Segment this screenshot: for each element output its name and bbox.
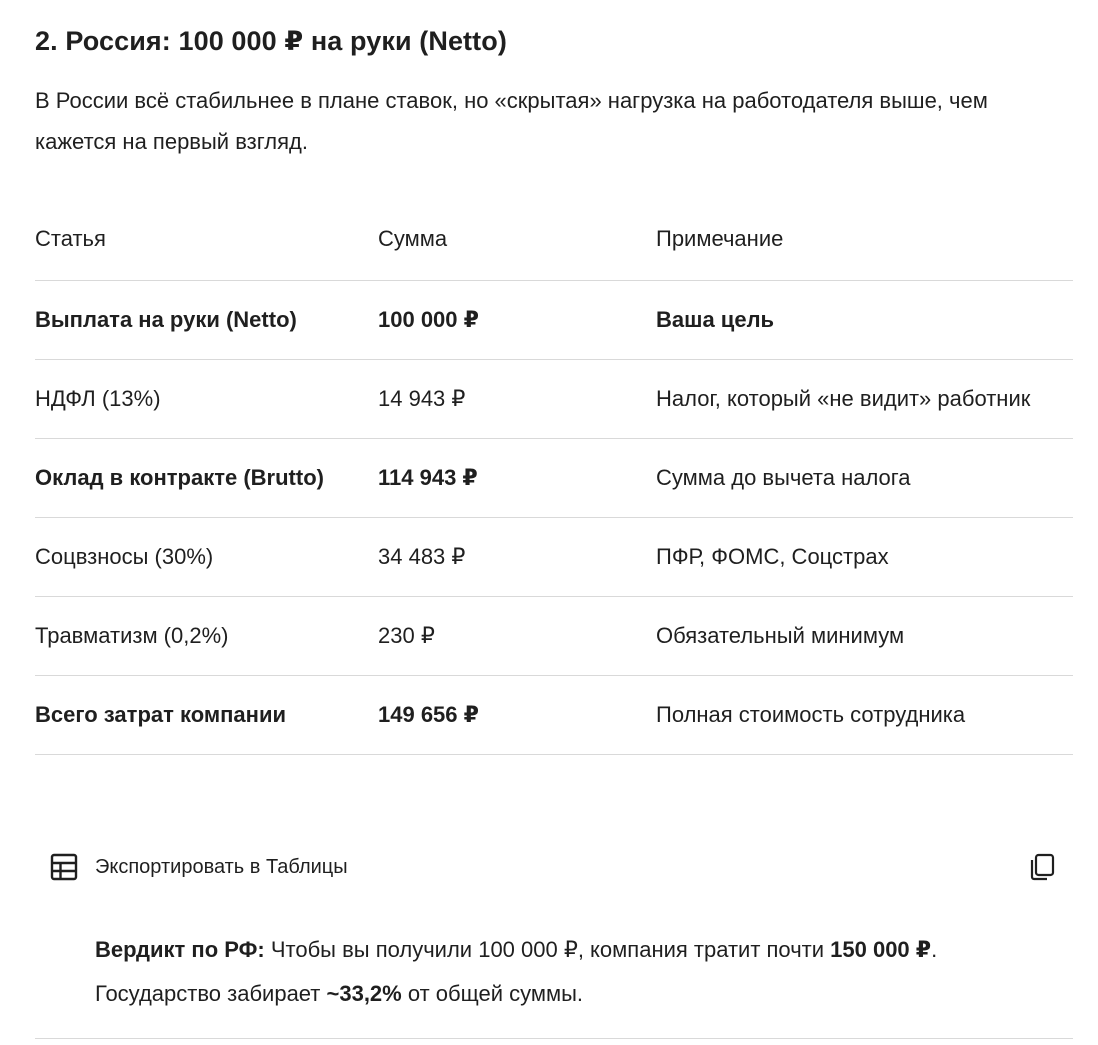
row-item: Оклад в контракте (Brutto)	[35, 439, 378, 518]
divider	[35, 1038, 1073, 1039]
row-amount: 34 483 ₽	[378, 518, 656, 597]
section-heading: 2. Россия: 100 000 ₽ на руки (Netto)	[35, 26, 507, 56]
verdict-emphasis: ~33,2%	[326, 981, 402, 1006]
copy-table-button[interactable]	[1027, 852, 1057, 882]
table-row	[35, 518, 1073, 597]
export-label: Экспортировать в Таблицы	[95, 855, 348, 878]
verdict-emphasis: 150 000 ₽	[830, 937, 932, 962]
row-item: Всего затрат компании	[35, 676, 378, 755]
row-amount: 100 000 ₽	[378, 281, 656, 360]
row-amount: 149 656 ₽	[378, 676, 656, 755]
row-amount: 14 943 ₽	[378, 360, 656, 439]
row-item: Выплата на руки (Netto)	[35, 281, 378, 360]
row-item: Травматизм (0,2%)	[35, 597, 378, 676]
cost-table	[35, 196, 1073, 755]
table-row	[35, 597, 1073, 676]
row-item: НДФЛ (13%)	[35, 360, 378, 439]
row-note: Сумма до вычета налога	[656, 439, 1073, 518]
table-header-row	[35, 196, 1073, 281]
row-note: Обязательный минимум	[656, 597, 1073, 676]
row-amount: 114 943 ₽	[378, 439, 656, 518]
table-row	[35, 439, 1073, 518]
row-note: Полная стоимость сотрудника	[656, 676, 1073, 755]
table-row	[35, 676, 1073, 755]
verdict-paragraph	[95, 928, 1025, 1016]
row-note: ПФР, ФОМС, Соцстрах	[656, 518, 1073, 597]
export-to-sheets-button[interactable]	[49, 852, 348, 882]
table-row	[35, 360, 1073, 439]
verdict-lead: Вердикт по РФ:	[95, 937, 265, 962]
row-amount: 230 ₽	[378, 597, 656, 676]
copy-icon	[1027, 869, 1057, 886]
row-note: Ваша цель	[656, 281, 1073, 360]
column-header-item: Статья	[35, 196, 378, 281]
table-icon	[49, 852, 79, 882]
row-note: Налог, который «не видит» работник	[656, 360, 1073, 439]
verdict-text: . Государство забирает	[95, 937, 938, 1006]
verdict-text: Чтобы вы получили 100 000 ₽, компания тратит почти	[264, 937, 831, 962]
intro-paragraph: В России всё стабильнее в плане ставок, но «скрытая» нагрузка на работодателя выше, чем кажется на первый взгляд.	[35, 88, 988, 154]
table-actions-bar	[35, 846, 1073, 890]
row-item: Соцвзносы (30%)	[35, 518, 378, 597]
column-header-note: Примечание	[656, 196, 1073, 281]
column-header-amount: Сумма	[378, 196, 656, 281]
verdict-text: от общей суммы.	[401, 981, 584, 1006]
table-row	[35, 281, 1073, 360]
